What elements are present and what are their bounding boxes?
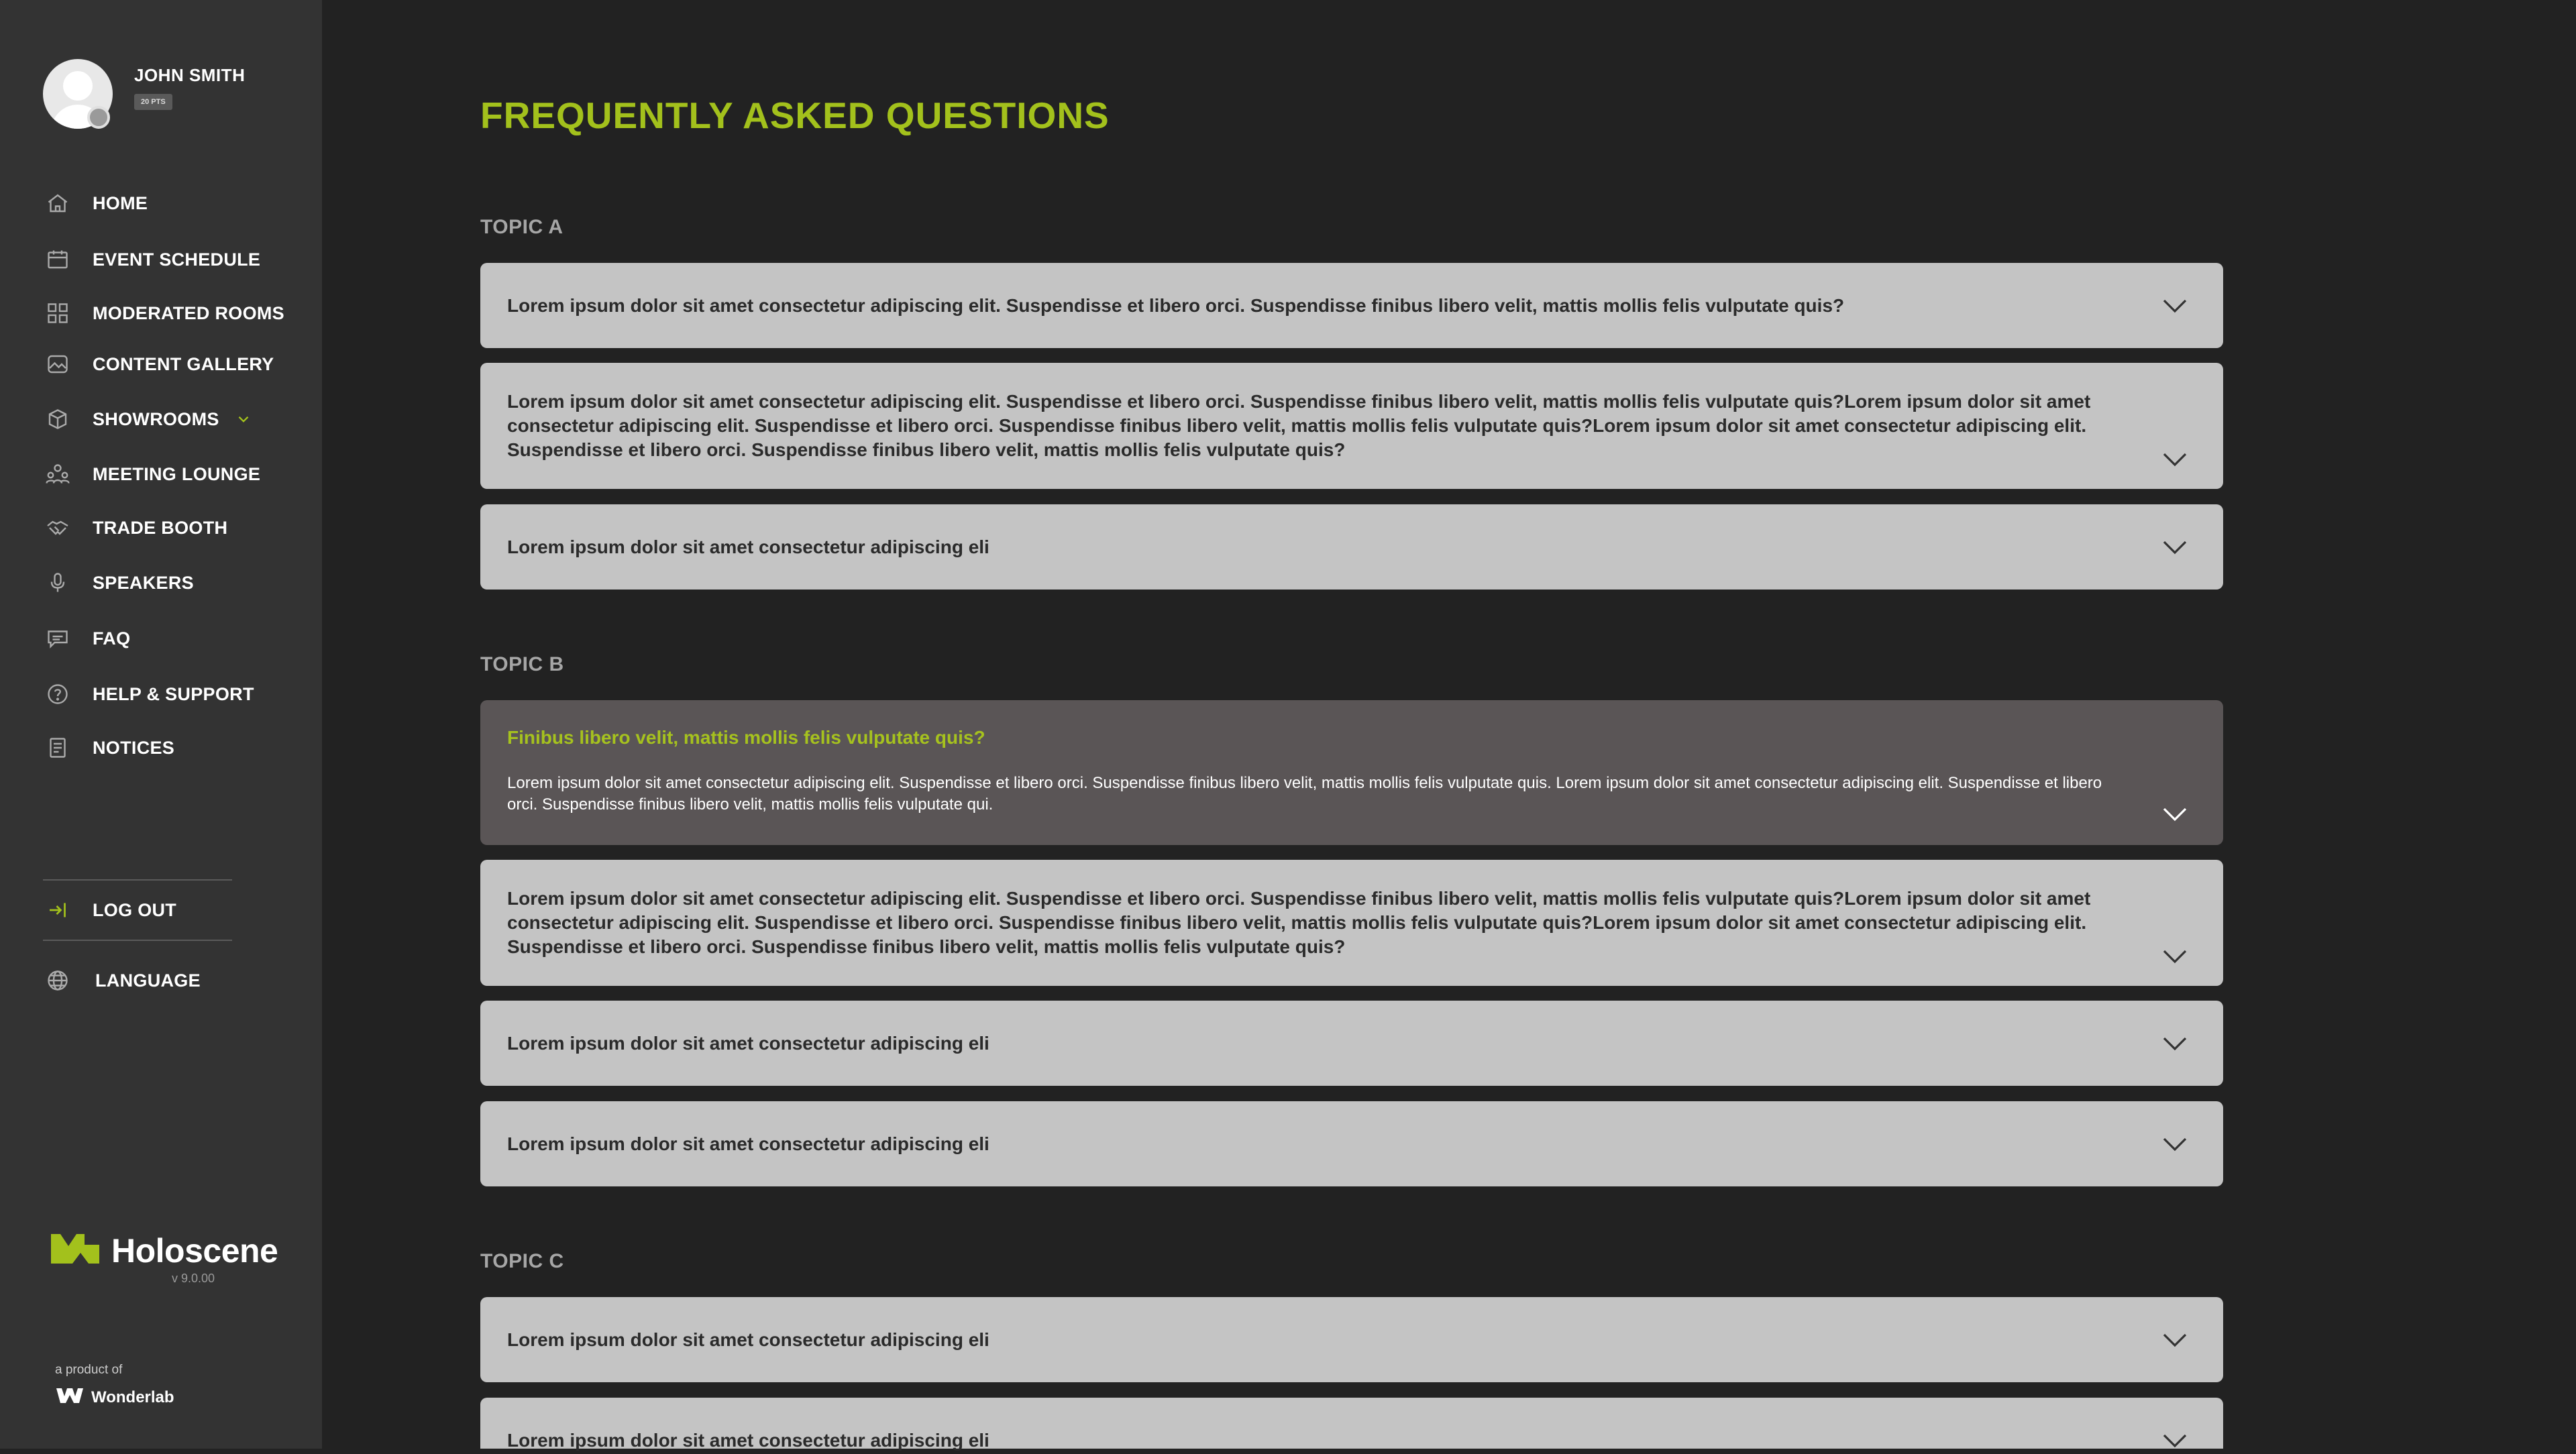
faq-item[interactable] bbox=[480, 1001, 2223, 1086]
faq-question: Lorem ipsum dolor sit amet consectetur adipiscing eli bbox=[507, 1133, 989, 1154]
faq-item[interactable] bbox=[480, 1297, 2223, 1382]
chevron-down-icon[interactable] bbox=[2161, 534, 2188, 561]
chevron-down-icon[interactable] bbox=[230, 406, 257, 433]
nav-item-speakers[interactable] bbox=[44, 566, 194, 600]
faq-question: Lorem ipsum dolor sit amet consectetur adipiscing eli bbox=[507, 1430, 989, 1451]
chevron-down-icon[interactable] bbox=[2161, 801, 2188, 828]
avatar-status-badge bbox=[87, 106, 110, 129]
nav-item-label: CONTENT GALLERY bbox=[93, 353, 274, 374]
faq-question: Lorem ipsum dolor sit amet consectetur adipiscing elit. Suspendisse et libero orci. Suspendisse finibus libero velit, mattis mollis felis vulputate quis?Lorem ipsum dolor sit amet consectetur adipiscing elit. Suspendisse et libero orci. Suspendisse finibus libero velit, mattis mollis felis vulputate quis?Lorem ipsum dolor sit amet consectetur adipiscing elit. Suspendisse et libero orci. Suspendisse finibus libero velit, mattis mollis felis vulputate quis? bbox=[507, 391, 2091, 460]
globe-icon bbox=[44, 967, 71, 994]
help-icon bbox=[44, 681, 71, 708]
cube-icon bbox=[44, 406, 71, 433]
nav-item-label: MEETING LOUNGE bbox=[93, 463, 261, 484]
nav-item-label: MODERATED ROOMS bbox=[93, 302, 284, 323]
page-title: FREQUENTLY ASKED QUESTIONS bbox=[480, 95, 1110, 136]
faq-question: Lorem ipsum dolor sit amet consectetur adipiscing eli bbox=[507, 1329, 989, 1350]
brand-name: Holoscene bbox=[111, 1231, 278, 1270]
faq-item[interactable] bbox=[480, 263, 2223, 348]
product-of-label: a product of bbox=[55, 1363, 123, 1377]
nav-item-label: TRADE BOOTH bbox=[93, 517, 228, 538]
faq-answer: Lorem ipsum dolor sit amet consectetur adipiscing elit. Suspendisse et libero orci. Suspendisse finibus libero velit, mattis mollis felis vulputate quis. Lorem ipsum dolor sit amet consectetur adipiscing elit. Suspendisse et libero orci. Suspendisse finibus libero velit, mattis mollis felis vulputate qui. bbox=[507, 774, 2102, 814]
chevron-down-icon[interactable] bbox=[2161, 446, 2188, 473]
user-name: JOHN SMITH bbox=[134, 64, 246, 85]
sidebar bbox=[0, 0, 322, 1449]
language-label: LANGUAGE bbox=[95, 970, 201, 991]
nav-item-help-support[interactable] bbox=[44, 677, 254, 711]
faq-question: Finibus libero velit, mattis mollis felis vulputate quis? bbox=[507, 727, 985, 748]
holoscene-logo bbox=[50, 1230, 278, 1271]
wonderlab-logo bbox=[55, 1386, 174, 1409]
microphone-icon bbox=[44, 569, 71, 596]
nav-item-label: EVENT SCHEDULE bbox=[93, 249, 261, 270]
holoscene-logo-icon bbox=[50, 1230, 101, 1271]
sidebar-divider bbox=[43, 940, 232, 941]
faq-question: Lorem ipsum dolor sit amet consectetur adipiscing eli bbox=[507, 536, 989, 557]
nav-item-label: HOME bbox=[93, 192, 148, 213]
logout-label: LOG OUT bbox=[93, 899, 177, 920]
home-icon bbox=[44, 190, 71, 217]
chevron-down-icon[interactable] bbox=[2161, 1327, 2188, 1353]
avatar[interactable] bbox=[43, 59, 113, 129]
faq-question: Lorem ipsum dolor sit amet consectetur adipiscing eli bbox=[507, 1032, 989, 1054]
faq-question: Lorem ipsum dolor sit amet consectetur adipiscing elit. Suspendisse et libero orci. Suspendisse finibus libero velit, mattis mollis felis vulputate quis? bbox=[507, 294, 1845, 316]
points-badge: 20 PTS bbox=[134, 94, 172, 110]
sidebar-divider bbox=[43, 879, 232, 881]
nav-item-moderated-rooms[interactable] bbox=[44, 296, 284, 330]
topic-heading: TOPIC A bbox=[480, 216, 564, 238]
faq-item-expanded[interactable] bbox=[480, 700, 2223, 845]
faq-item[interactable] bbox=[480, 860, 2223, 986]
topic-heading: TOPIC C bbox=[480, 1250, 564, 1272]
faq-item[interactable] bbox=[480, 363, 2223, 489]
nav-item-label: SHOWROOMS bbox=[93, 408, 219, 429]
nav-item-label: SPEAKERS bbox=[93, 572, 194, 593]
logout-button[interactable] bbox=[44, 893, 176, 927]
faq-item[interactable] bbox=[480, 1398, 2223, 1449]
logout-icon bbox=[44, 897, 71, 924]
people-icon bbox=[44, 461, 71, 488]
nav-item-content-gallery[interactable] bbox=[44, 347, 274, 381]
document-icon bbox=[44, 734, 71, 761]
image-icon bbox=[44, 351, 71, 378]
language-selector[interactable] bbox=[44, 964, 201, 997]
nav-item-label: FAQ bbox=[93, 628, 131, 649]
nav-item-event-schedule[interactable] bbox=[44, 243, 260, 276]
topic-heading: TOPIC B bbox=[480, 653, 564, 675]
chevron-down-icon[interactable] bbox=[2161, 292, 2188, 319]
faq-item[interactable] bbox=[480, 1101, 2223, 1186]
nav-item-meeting-lounge[interactable] bbox=[44, 457, 260, 491]
company-name: Wonderlab bbox=[91, 1388, 174, 1406]
nav-item-home[interactable] bbox=[44, 186, 148, 220]
faq-item[interactable] bbox=[480, 504, 2223, 590]
nav-item-trade-booth[interactable] bbox=[44, 511, 227, 545]
nav-item-label: HELP & SUPPORT bbox=[93, 683, 254, 704]
chat-icon bbox=[44, 625, 71, 652]
app-version: v 9.0.00 bbox=[171, 1272, 215, 1285]
chevron-down-icon[interactable] bbox=[2161, 1427, 2188, 1454]
nav-item-faq[interactable] bbox=[44, 622, 130, 655]
nav-item-notices[interactable] bbox=[44, 731, 174, 765]
chevron-down-icon[interactable] bbox=[2161, 943, 2188, 970]
chevron-down-icon[interactable] bbox=[2161, 1131, 2188, 1158]
grid-icon bbox=[44, 300, 71, 327]
calendar-icon bbox=[44, 246, 71, 273]
nav-item-showrooms[interactable] bbox=[44, 402, 257, 436]
nav-item-label: NOTICES bbox=[93, 737, 175, 758]
wonderlab-logo-icon bbox=[55, 1386, 85, 1409]
chevron-down-icon[interactable] bbox=[2161, 1030, 2188, 1057]
user-profile[interactable] bbox=[43, 59, 245, 129]
faq-question: Lorem ipsum dolor sit amet consectetur adipiscing elit. Suspendisse et libero orci. Suspendisse finibus libero velit, mattis mollis felis vulputate quis?Lorem ipsum dolor sit amet consectetur adipiscing elit. Suspendisse et libero orci. Suspendisse finibus libero velit, mattis mollis felis vulputate quis?Lorem ipsum dolor sit amet consectetur adipiscing elit. Suspendisse et libero orci. Suspendisse finibus libero velit, mattis mollis felis vulputate quis? bbox=[507, 888, 2091, 957]
handshake-icon bbox=[44, 514, 71, 541]
